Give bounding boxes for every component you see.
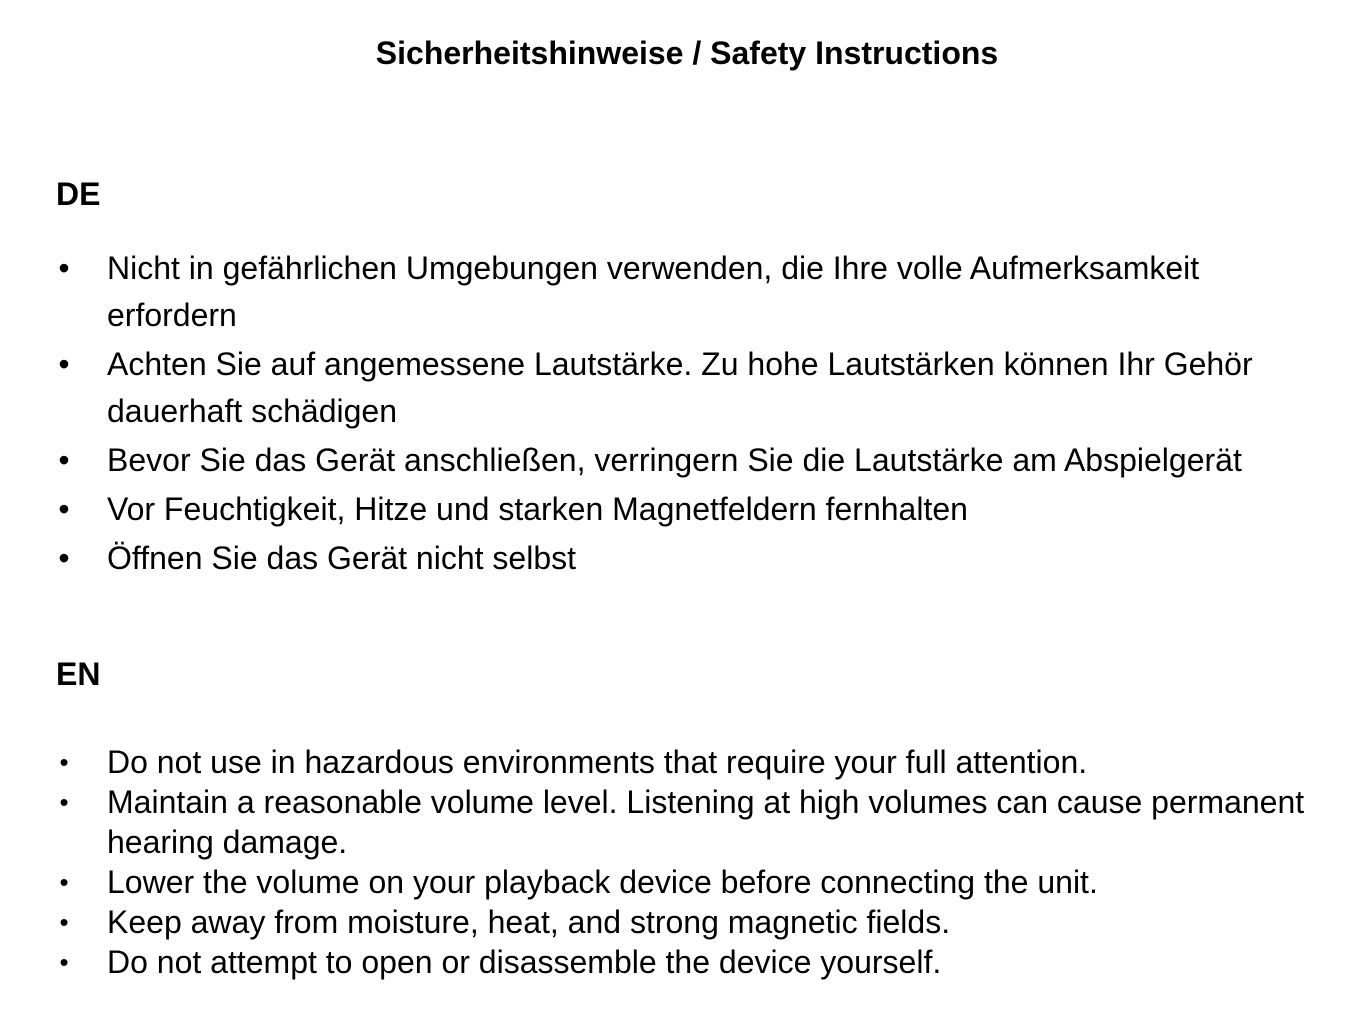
list-item-text: Achten Sie auf angemessene Lautstärke. Zu hohe Lautstärken können Ihr Gehör dauerhaft schädigen — [107, 346, 1253, 429]
bullet-icon: • — [58, 250, 70, 286]
list-item-text: Keep away from moisture, heat, and strong magnetic fields. — [107, 904, 951, 940]
list-item-text: Nicht in gefährlichen Umgebungen verwenden, die Ihre volle Aufmerksamkeit erfordern — [107, 250, 1200, 333]
bullet-icon: • — [58, 540, 70, 576]
bullet-icon: • — [59, 867, 69, 897]
list-item-text: Vor Feuchtigkeit, Hitze und starken Magnetfeldern fernhalten — [107, 491, 968, 527]
list-item-text: Do not use in hazardous environments that require your full attention. — [107, 744, 1088, 780]
safety-list-de — [56, 245, 1326, 584]
bullet-icon: • — [59, 947, 69, 977]
list-item — [56, 486, 1326, 533]
page-title: Sicherheitshinweise / Safety Instructions — [375, 35, 999, 71]
list-item — [56, 902, 1326, 942]
list-item — [56, 782, 1326, 862]
list-item — [56, 742, 1326, 782]
section-heading-en: EN — [56, 656, 101, 692]
safety-list-en — [56, 742, 1326, 982]
list-item-text: Bevor Sie das Gerät anschließen, verringern Sie die Lautstärke am Abspielgerät — [107, 442, 1242, 478]
section-heading-de: DE — [56, 176, 101, 212]
bullet-icon: • — [59, 747, 69, 777]
list-item — [56, 341, 1326, 435]
bullet-icon: • — [58, 442, 70, 478]
list-item — [56, 942, 1326, 982]
bullet-icon: • — [58, 491, 70, 527]
list-item-text: Öffnen Sie das Gerät nicht selbst — [107, 540, 576, 576]
bullet-icon: • — [58, 346, 70, 382]
list-item — [56, 535, 1326, 582]
list-item — [56, 245, 1326, 339]
bullet-icon: • — [59, 907, 69, 937]
list-item-text: Do not attempt to open or disassemble the device yourself. — [107, 944, 942, 980]
bullet-icon: • — [59, 787, 69, 817]
list-item — [56, 437, 1326, 484]
list-item-text: Maintain a reasonable volume level. Listening at high volumes can cause permanent hearing damage. — [107, 784, 1305, 860]
list-item — [56, 862, 1326, 902]
list-item-text: Lower the volume on your playback device before connecting the unit. — [107, 864, 1098, 900]
